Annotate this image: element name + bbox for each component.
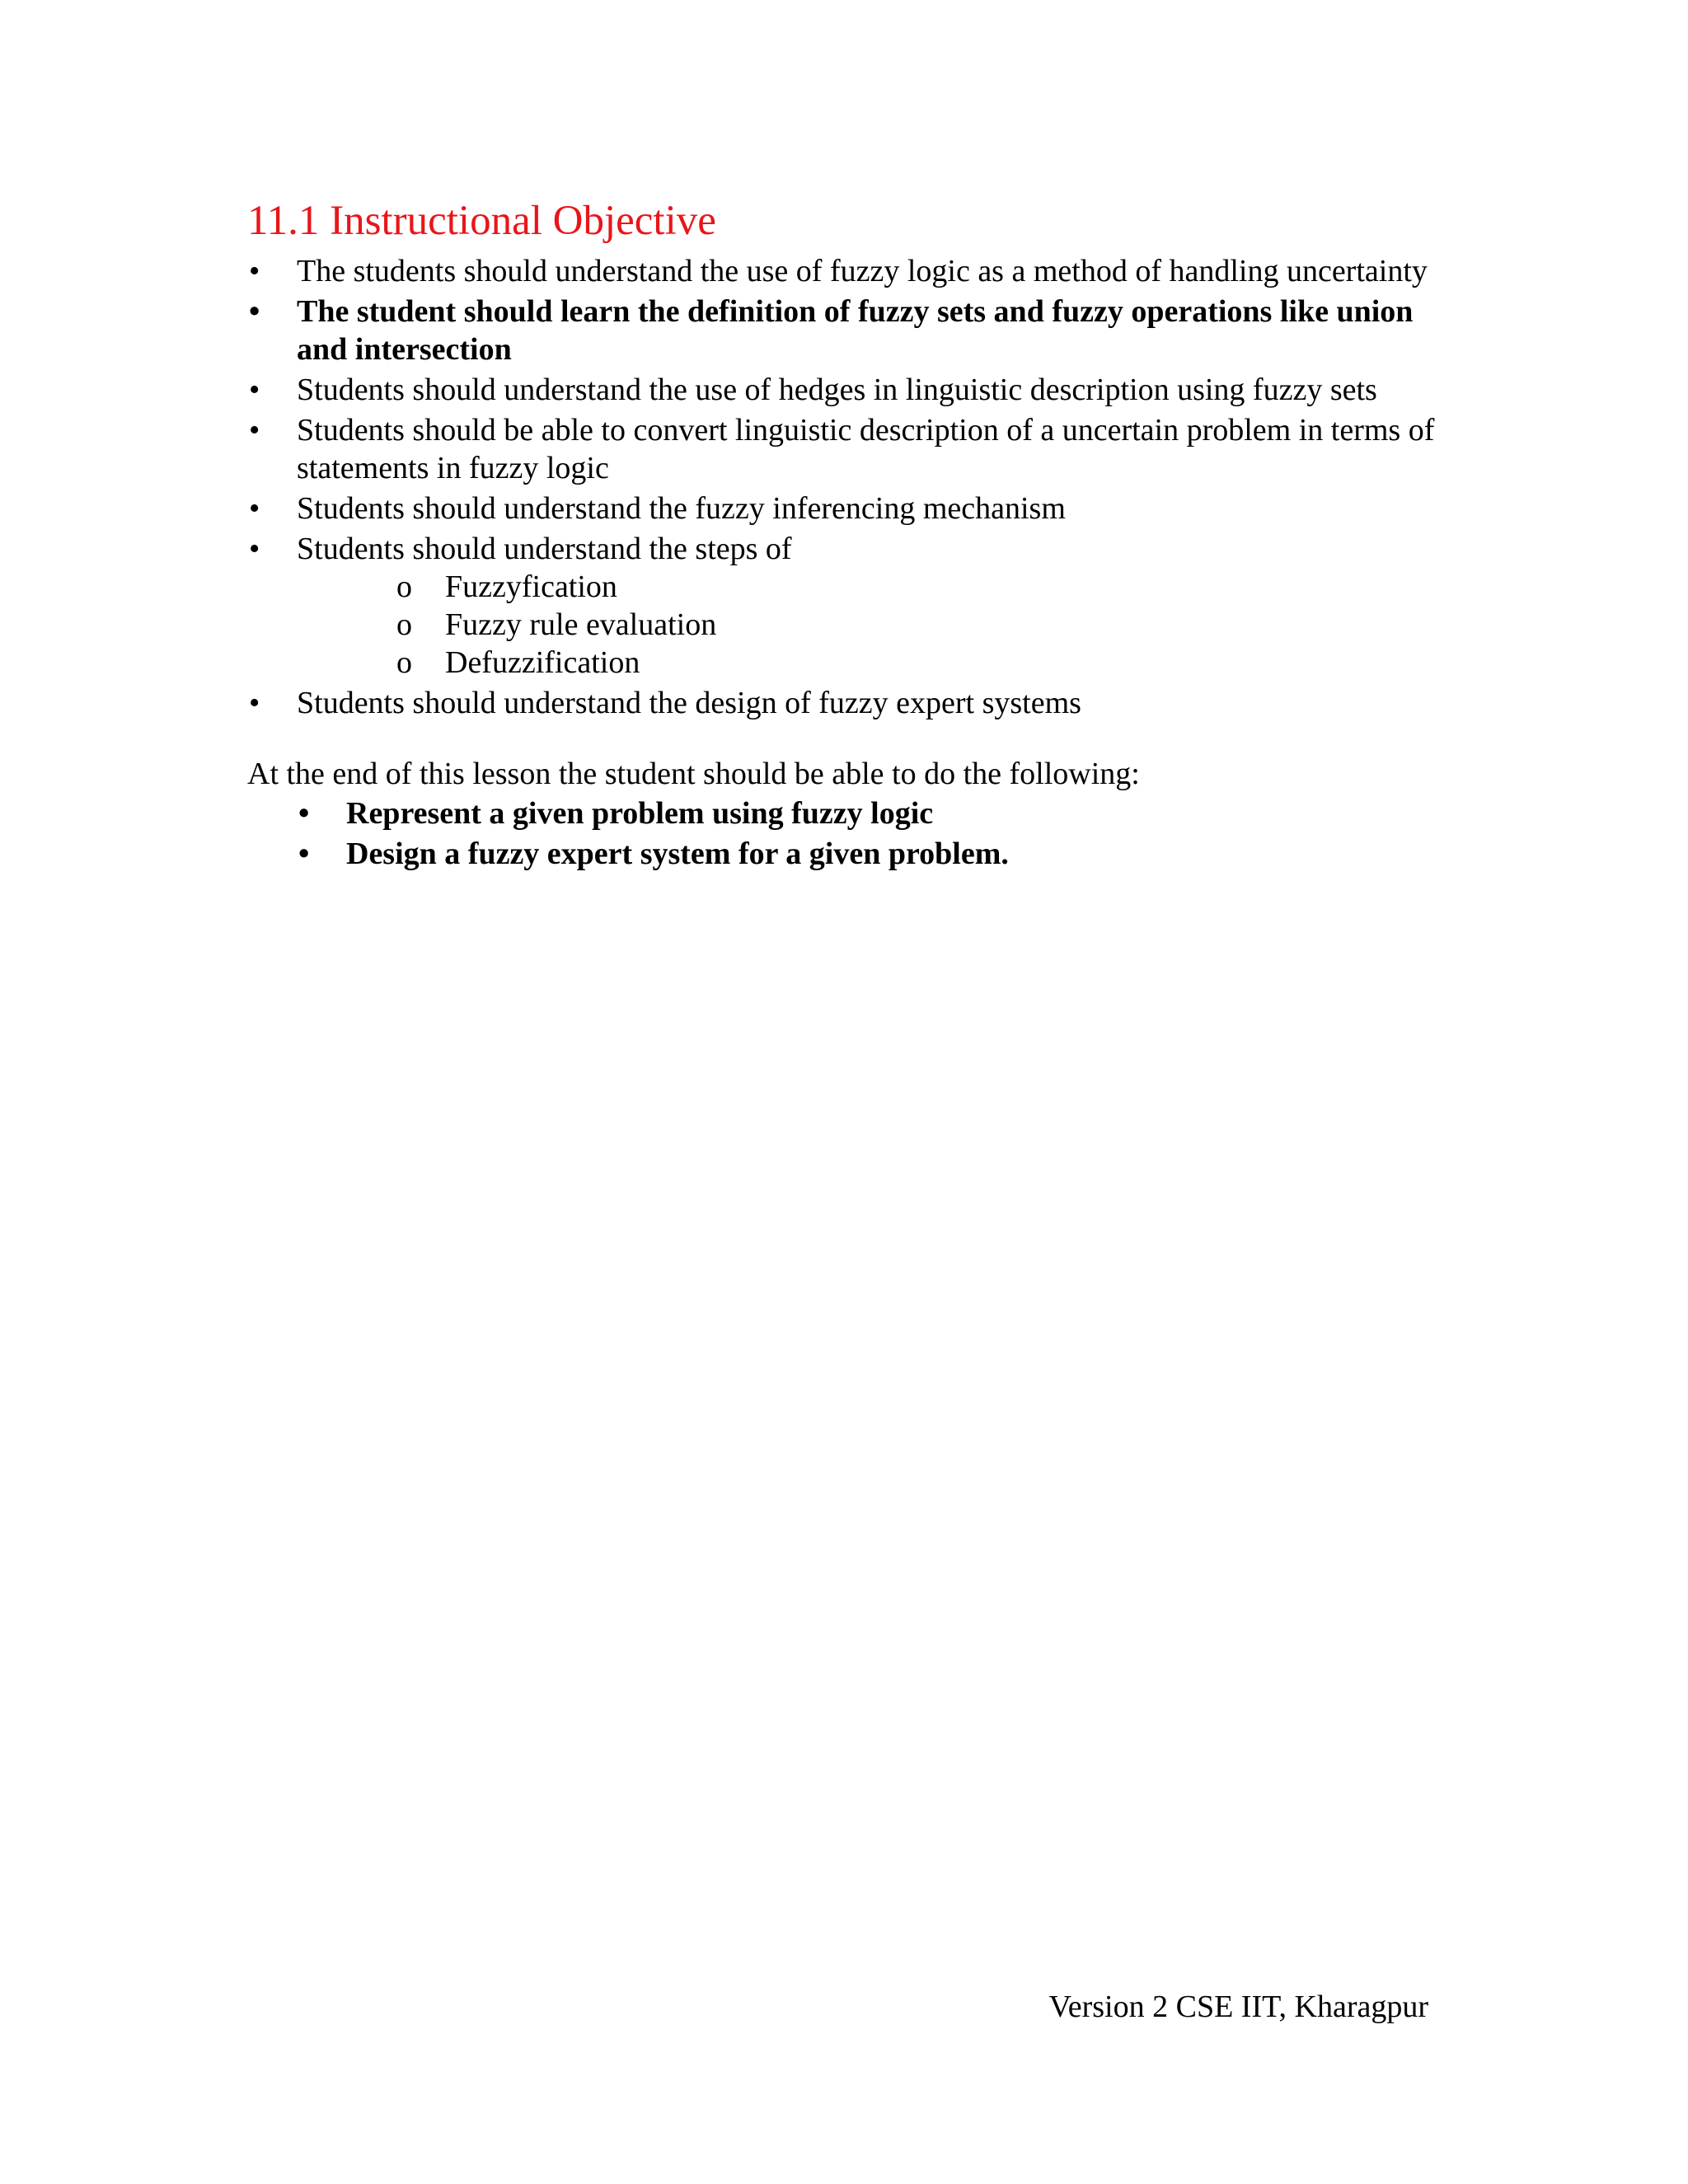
objective-item xyxy=(247,684,1451,722)
objectives-list xyxy=(247,252,1451,722)
bullet-icon: • xyxy=(249,686,260,720)
page-footer: Version 2 CSE IIT, Kharagpur xyxy=(1048,1990,1428,2024)
bullet-icon: • xyxy=(249,532,260,566)
objective-text: The student should learn the definition of fuzzy sets and fuzzy operations like union and intersection xyxy=(297,294,1414,367)
objective-item xyxy=(247,411,1451,487)
bullet-icon: • xyxy=(249,491,260,526)
circle-bullet-icon: o xyxy=(396,607,412,642)
objective-item xyxy=(247,252,1451,290)
step-item xyxy=(297,644,1451,682)
bullet-icon: • xyxy=(249,294,260,329)
bullet-icon: • xyxy=(249,373,260,407)
objective-text: Students should understand the steps of xyxy=(297,532,792,566)
lead-paragraph: At the end of this lesson the student should be able to do the following: xyxy=(247,757,1140,791)
objective-text: Students should understand the fuzzy inferencing mechanism xyxy=(297,491,1066,526)
objective-text: The students should understand the use of fuzzy logic as a method of handling uncertainty xyxy=(297,254,1428,288)
step-item xyxy=(297,568,1451,606)
objective-text: Students should be able to convert linguistic description of a uncertain problem in terms of statements in fuzzy logic xyxy=(297,413,1435,485)
steps-sublist xyxy=(297,568,1451,682)
objective-text: Students should understand the use of hedges in linguistic description using fuzzy sets xyxy=(297,373,1377,407)
bullet-icon: • xyxy=(249,254,260,288)
outcome-text: Design a fuzzy expert system for a given problem. xyxy=(346,837,1009,871)
outcome-text: Represent a given problem using fuzzy logic xyxy=(346,796,934,831)
step-text: Fuzzyfication xyxy=(445,569,617,604)
objective-text: Students should understand the design of fuzzy expert systems xyxy=(297,686,1081,720)
outcomes-list xyxy=(247,794,1451,873)
page-content xyxy=(247,252,1451,875)
bullet-icon: • xyxy=(249,413,260,448)
bullet-icon: • xyxy=(298,796,310,831)
objective-item xyxy=(247,530,1451,682)
objective-item xyxy=(247,490,1451,527)
objective-item xyxy=(247,293,1451,368)
section-heading: 11.1 Instructional Objective xyxy=(247,198,716,244)
circle-bullet-icon: o xyxy=(396,645,412,680)
step-item xyxy=(297,606,1451,644)
step-text: Defuzzification xyxy=(445,645,640,680)
objective-item xyxy=(247,371,1451,409)
circle-bullet-icon: o xyxy=(396,569,412,604)
step-text: Fuzzy rule evaluation xyxy=(445,607,717,642)
outcome-item xyxy=(247,794,1451,832)
bullet-icon: • xyxy=(298,837,310,871)
outcome-item xyxy=(247,835,1451,873)
